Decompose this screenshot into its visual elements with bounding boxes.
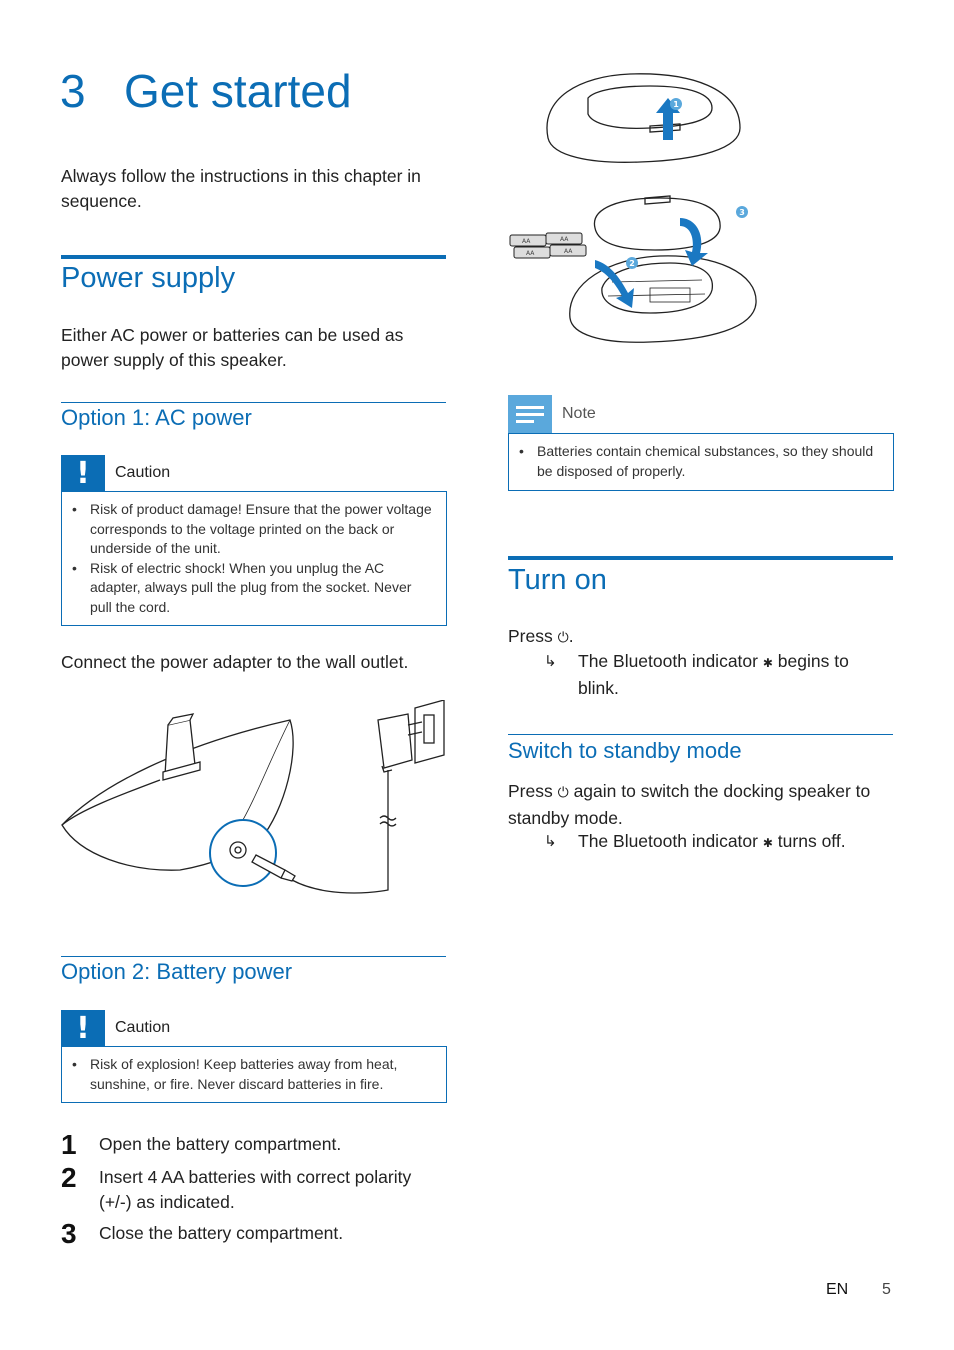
chapter-title: Get started [124,65,352,117]
standby-text: again to switch the docking speaker to standby mode. [508,781,871,828]
press-label: Press [508,781,553,801]
result-arrow-icon: ↳ [544,832,557,850]
step-text: Open the battery compartment. [99,1134,342,1154]
callout-number: 3 [739,208,745,217]
exclamation-icon: ! [61,455,105,491]
press-suffix: . [568,626,574,646]
power-icon: ⏻ [557,630,569,646]
note-box [508,395,894,491]
step-number: 3 [61,1218,77,1249]
exclamation-icon: ! [61,1010,105,1046]
note-item: • Batteries contain chemical substances, so they should be disposed of properly. [519,442,881,481]
chapter-heading [60,64,352,118]
result-text: The Bluetooth indicator [578,831,758,851]
battery-label: AA [564,248,573,255]
turn-on-result [544,649,874,701]
bluetooth-icon: ✱ [762,836,773,850]
subsection-title-option1: Option 1: AC power [61,405,252,430]
battery-label: AA [522,238,531,245]
power-icon: ⏻ [557,785,569,801]
section-bar [61,255,446,259]
note-lines-icon [508,395,552,433]
subsection-title-option2: Option 2: Battery power [61,959,293,984]
ac-connection-illustration [60,700,450,900]
step-text: Insert 4 AA batteries with correct polarity (+/-) as indicated. [99,1167,412,1212]
battery-steps [61,1129,451,1249]
caution-box-battery [61,1010,447,1103]
subsection-line [61,956,446,957]
turn-on-instruction [508,624,893,651]
battery-label: AA [526,250,535,257]
caution-item: • Risk of explosion! Keep batteries away from heat, sunshine, or fire. Never discard batteries in fire. [72,1055,434,1094]
caution-label: Caution [115,464,171,481]
result-arrow-icon: ↳ [544,652,557,670]
callout-number: 1 [673,100,679,109]
intro-text: Always follow the instructions in this chapter in sequence. [61,166,421,211]
section-title-power-supply: Power supply [61,262,236,294]
step-item [61,1129,451,1160]
step-text: Close the battery compartment. [99,1223,344,1243]
subsection-line [61,402,446,403]
caution-box-ac [61,455,447,626]
power-supply-text: Either AC power or batteries can be used as power supply of this speaker. [61,325,404,370]
step-number: 2 [61,1162,77,1193]
result-text: The Bluetooth indicator [578,651,758,671]
step-item [61,1162,451,1215]
subsection-title-standby: Switch to standby mode [508,738,742,763]
standby-instruction [508,779,893,831]
caution-item: • Risk of product damage! Ensure that the power voltage corresponds to the voltage printed on the back or underside of the unit. [72,500,434,559]
footer-language: EN [826,1281,849,1298]
ac-instruction: Connect the power adapter to the wall outlet. [61,652,409,672]
callout-number: 2 [629,259,635,268]
subsection-line [508,734,893,735]
standby-result [544,829,884,856]
press-label: Press [508,626,553,646]
chapter-number: 3 [60,65,86,117]
caution-label: Caution [115,1019,171,1036]
caution-item: • Risk of electric shock! When you unplug the AC adapter, always pull the plug from the socket. Never pull the cord. [72,559,434,618]
result-text: begins to blink. [578,651,849,698]
bluetooth-icon: ✱ [762,656,773,670]
footer-page-number: 5 [882,1281,891,1298]
step-item [61,1218,451,1249]
note-label: Note [562,405,596,422]
battery-compartment-illustration [500,68,760,353]
step-number: 1 [61,1129,77,1160]
section-bar [508,556,893,560]
section-title-turn-on: Turn on [508,564,607,596]
battery-label: AA [560,236,569,243]
result-text: turns off. [777,831,846,851]
